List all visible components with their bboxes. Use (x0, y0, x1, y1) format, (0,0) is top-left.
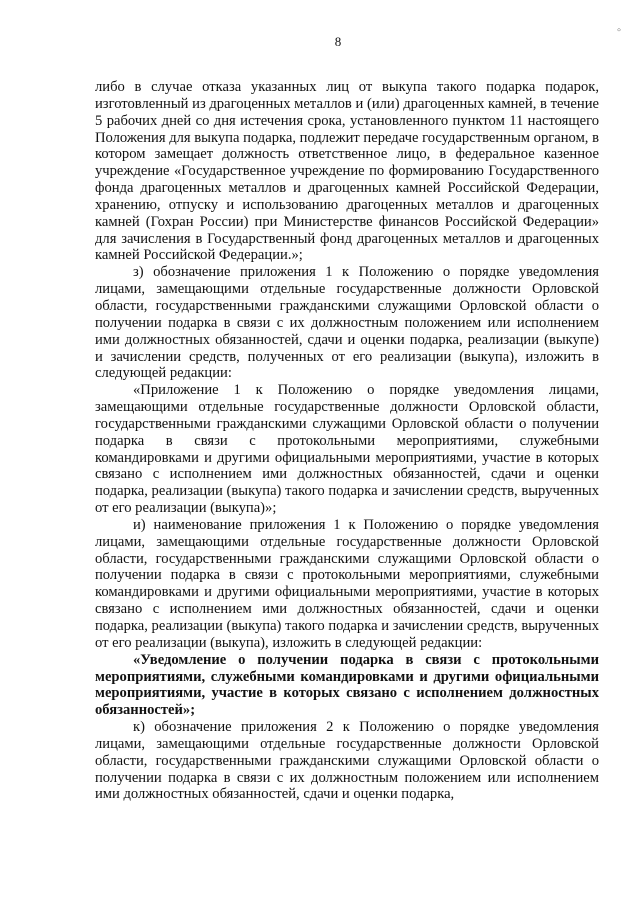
paragraph-continuation: либо в случае отказа указанных лиц от выкупа такого подарка подарок, изготовленный из драгоценных металлов и (или) драгоценных камней, в течение 5 рабочих дней со дня истечения срока, установленного пунктом 11 настоящего Положения для выкупа подарка, подлежит передаче государственным органом, в котором замещает должность ответственное лицо, в федеральное казенное учреждение «Государственное учреждение по формированию Государственного фонда драгоценных металлов и драгоценных камней Российской Федерации, хранению, отпуску и использованию драгоценных металлов и драгоценных камней (Гохран России) при Министерстве финансов Российской Федерации» для зачисления в Государственный фонд драгоценных металлов и драгоценных камней Российской Федерации.»; (95, 79, 599, 264)
paragraph-item-i: и) наименование приложения 1 к Положению о порядке уведомления лицами, замещающими отдельные государственные должности Орловской области, государственными гражданскими служащими Орловской области о получении подарка в связи с протокольными мероприятиями, служебными командировками и другими официальными мероприятиями, участие в которых связано с исполнением ими должностных обязанностей, сдачи и оценки подарка, реализации (выкупа) такого подарка и зачислении средств, вырученных от его реализации (выкупа), изложить в следующей редакции: (95, 516, 599, 651)
paragraph-notification-title: «Уведомление о получении подарка в связи с протокольными мероприятиями, служебными командировками и другими официальными мероприятиями, участие в которых связано с исполнением должностных обязанностей»; (95, 651, 599, 719)
paragraph-appendix-1-designation: «Приложение 1 к Положению о порядке уведомления лицами, замещающими отдельные государственные должности Орловской области, государственными гражданскими служащими Орловской области о получении подарка в связи с протокольными мероприятиями, служебными командировками и другими официальными мероприятиями, участие в которых связано с исполнением ими должностных обязанностей, сдачи и оценки подарка, реализации (выкупа) такого подарка и зачислении средств, вырученных от его реализации (выкупа)»; (95, 382, 599, 517)
paragraph-item-k: к) обозначение приложения 2 к Положению о порядке уведомления лицами, замещающими отдельные государственные должности Орловской области, государственными гражданскими служащими Орловской области о получении подарка в связи с их должностным положением или исполнением ими должностных обязанностей, сдачи и оценки подарка, (95, 719, 599, 803)
paragraph-item-z: з) обозначение приложения 1 к Положению о порядке уведомления лицами, замещающими отдельные государственные должности Орловской области, государственными гражданскими служащими Орловской области о получении подарка в связи с их должностным положением или исполнением ими должностных обязанностей, сдачи и оценки подарка, реализации (выкупе) и зачислении средств, полученных от его реализации (выкупа), изложить в следующей редакции: (95, 264, 599, 382)
margin-mark: ° (612, 28, 622, 32)
body-text (95, 79, 599, 803)
page-number: 8 (334, 34, 342, 49)
